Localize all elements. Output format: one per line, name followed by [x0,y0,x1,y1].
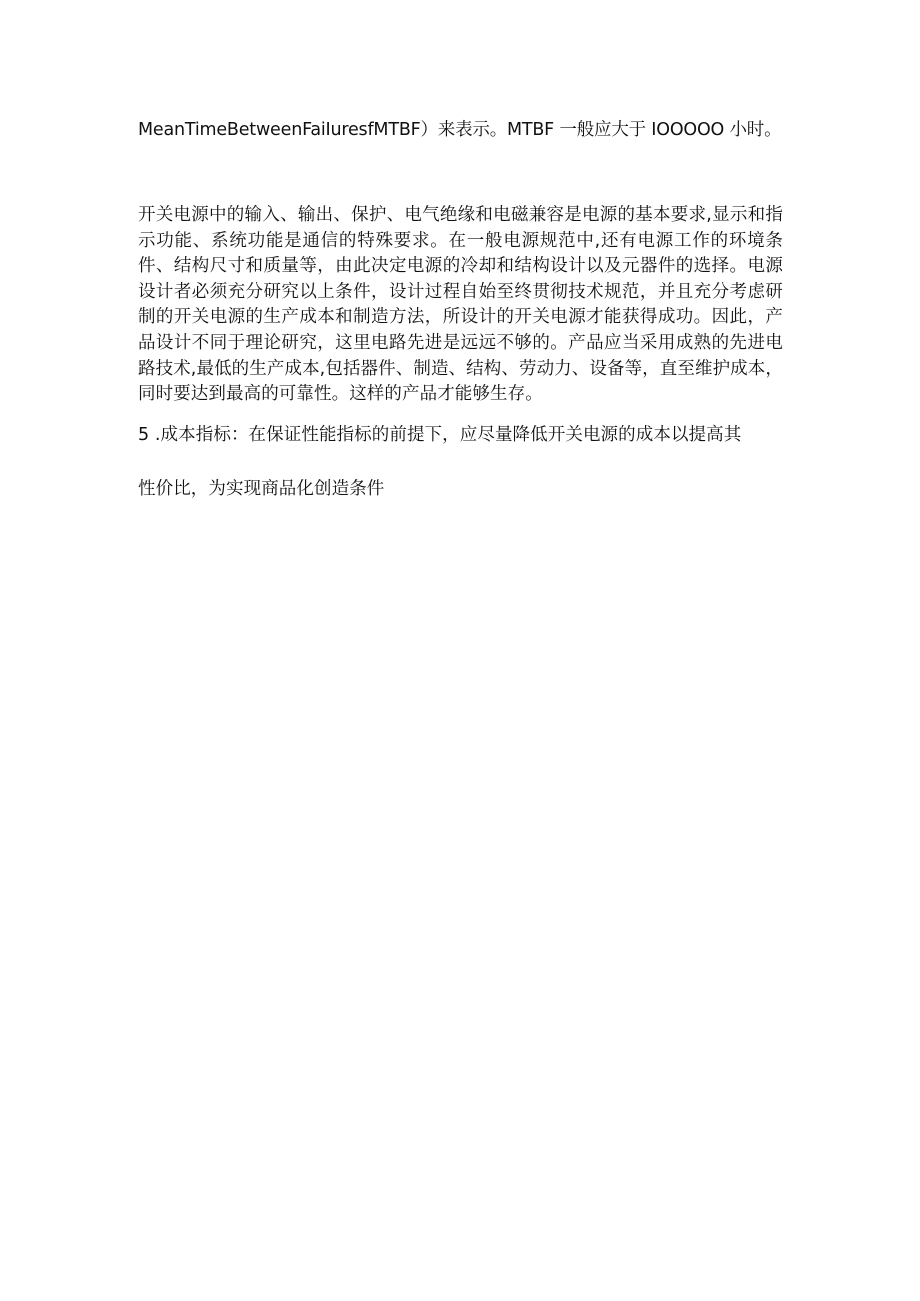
cost-indicator-item: 5 .成本指标：在保证性能指标的前提下，应尽量降低开关电源的成本以提高其 [138,424,742,445]
requirements-paragraph: 开关电源中的输入、输出、保护、电气绝缘和电磁兼容是电源的基本要求,显示和指示功能、系统功能是通信的特殊要求。在一般电源规范中,还有电源工作的环境条件、结构尺寸和质量等，由此决定电源的冷却和结构设计以及元器件的选择。电源设计者必须充分研究以上条件，设计过程自始至终贯彻技术规范，并且充分考虑研制的开关电源的生产成本和制造方法，所设计的开关电源才能获得成功。因此，产品设计不同于理论研究，这里电路先进是远远不够的。产品应当采用成熟的先进电路技术,最低的生产成本,包括器件、制造、结构、劳动力、设备等，直至维护成本，同时要达到最高的可靠性。这样的产品才能够生存。 [138,205,783,405]
document-body [138,118,783,501]
cost-indicator-continuation: 性价比，为实现商品化创造条件 [138,478,385,499]
mtbf-text-line: MeanTimeBetweenFaiIuresfMTBF）来表示。MTBF 一般应大于 IOOOOO 小时。 [138,120,782,140]
